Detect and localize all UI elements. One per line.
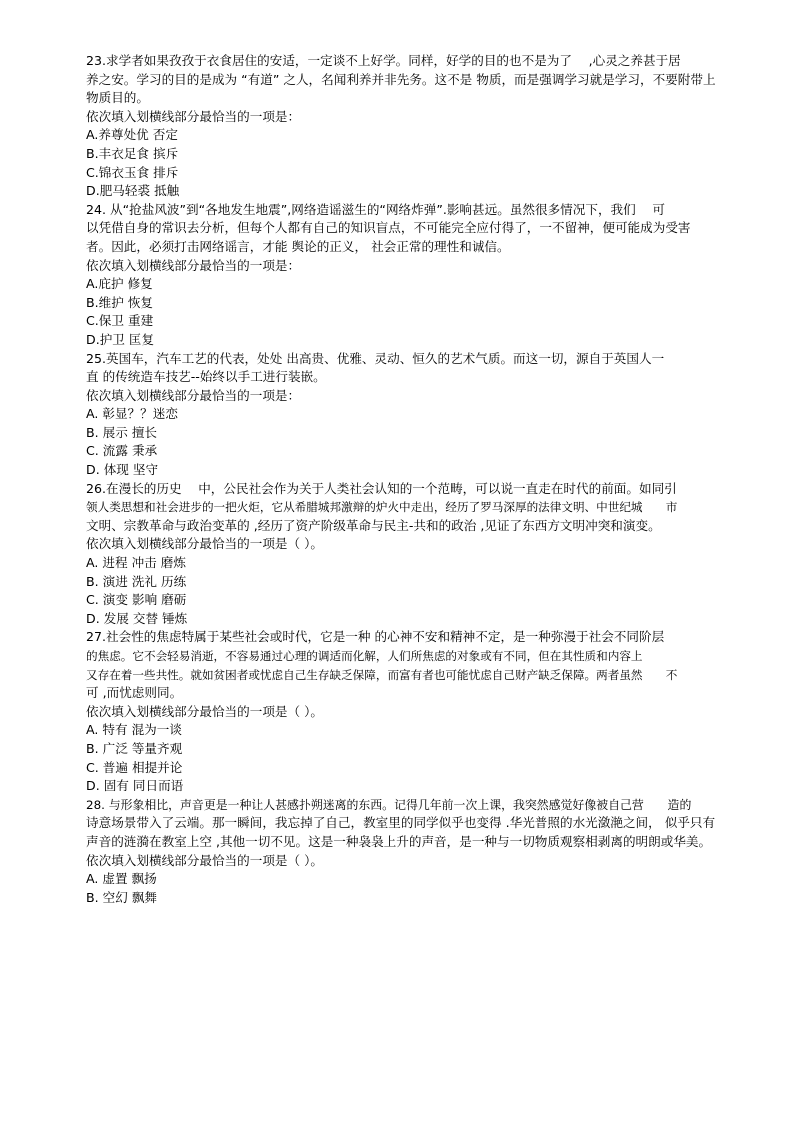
question-27	[86, 628, 738, 795]
option-a: A. 特有 混为一谈	[86, 722, 182, 738]
option-a: A. 彰显？？迷恋	[86, 406, 178, 422]
option-b: B. 演进 洗礼 历练	[86, 573, 187, 589]
question-stem-line: 可 ,而忧虑则同。	[86, 685, 183, 701]
question-instruction: 依次填入划横线部分最恰当的一项是：	[86, 257, 301, 273]
question-stem-line: 26.在漫长的历史 中，公民社会作为关于人类社会认知的一个范畴，可以说一直走在时代的前面。如同引	[86, 480, 677, 496]
option-d: D. 固有 同日而语	[86, 778, 184, 794]
question-stem-line: 诗意场景带入了云端。那一瞬间，我忘掉了自己，教室里的同学似乎也变得 .华光普照的水光潋滟之间， 似乎只有	[86, 815, 716, 831]
question-stem-line: 23.求学者如果孜孜于衣食居住的安适，一定谈不上好学。同样，好学的目的也不是为了 ,心灵之养甚于居	[86, 53, 681, 68]
question-stem-line: 25.英国车，汽车工艺的代表，处处 出高贵、优雅、灵动、恒久的艺术气质。而这一切，源自于英国人一	[86, 350, 665, 366]
option-a: A. 进程 冲击 磨炼	[86, 555, 186, 571]
question-stem-line: 领人类思想和社会进步的一把火炬，它从希腊城邦激辩的炉火中走出，经历了罗马深厚的法律文明、中世纪城 市	[86, 500, 678, 515]
document-page	[86, 52, 738, 907]
option-d: D. 体现 坚守	[86, 462, 159, 478]
question-instruction: 依次填入划横线部分最恰当的一项是：	[86, 387, 301, 403]
question-instruction: 依次填入划横线部分最恰当的一项是（ ）。	[86, 536, 323, 552]
question-23	[86, 52, 738, 201]
option-d: D.护卫 匡复	[86, 331, 155, 347]
option-c: C.保卫 重建	[86, 313, 154, 329]
question-stem-line: 24. 从“抢盐风波”到“各地发生地震”,网络造谣滋生的“网络炸弹”.影响甚远。虽然很多情况下，我们 可	[86, 201, 665, 217]
question-stem-line: 文明、宗教革命与政治变革的 ,经历了资产阶级革命与民主-共和的政治 ,见证了东西方文明冲突和演变。	[86, 517, 661, 533]
question-stem-line: 27.社会性的焦虑特属于某些社会或时代，它是一种 的心神不安和精神不定，是一种弥漫于社会不同阶层	[86, 629, 665, 645]
question-24	[86, 201, 738, 350]
option-c: C. 普遍 相提并论	[86, 759, 183, 775]
question-stem-line: 28. 与形象相比，声音更是一种让人甚感扑朔迷离的东西。记得几年前一次上课，我突然感觉好像被自己营 造的	[86, 797, 692, 812]
option-b: B.丰衣足食 摈斥	[86, 145, 179, 161]
question-stem-line: 物质目的。	[86, 90, 149, 106]
option-d: D. 发展 交替 锤炼	[86, 610, 188, 626]
question-stem-line: 养之安。学习的目的是成为 “有道” 之人，名闻利养并非先务。这不是 物质，而是强调学习就是学习，不要附带上	[86, 71, 716, 87]
option-a: A. 虚置 飘扬	[86, 871, 157, 887]
question-stem-line: 者。因此，必须打击网络谣言，才能 舆论的正义， 社会正常的理性和诚信。	[86, 238, 510, 254]
question-stem-line: 直 的传统造车技艺--始终以手工进行装嵌。	[86, 369, 326, 385]
option-d: D.肥马轻裘 抵触	[86, 183, 180, 199]
option-c: C. 演变 影响 磨砺	[86, 592, 187, 608]
option-b: B. 展示 擅长	[86, 424, 158, 440]
question-stem-line: 又存在着一些共性。就如贫困者或忧虑自己生存缺乏保障，而富有者也可能忧虑自己财产缺乏保障。两者虽然 不	[86, 667, 678, 682]
option-b: B. 广泛 等量齐观	[86, 740, 183, 756]
question-instruction: 依次填入划横线部分最恰当的一项是（ ）。	[86, 703, 323, 719]
question-instruction: 依次填入划横线部分最恰当的一项是：	[86, 108, 301, 124]
question-25	[86, 350, 738, 480]
question-stem-line: 的焦虑。它不会轻易消逝，不容易通过心理的调适而化解，人们所焦虑的对象或有不同，但在其性质和内容上	[86, 649, 643, 663]
question-stem-line: 以凭借自身的常识去分析，但每个人都有自己的知识盲点，不可能完全应付得了，一不留神，便可能成为受害	[86, 220, 691, 236]
option-c: C. 流露 秉承	[86, 443, 158, 459]
option-b: B.维护 恢复	[86, 294, 154, 310]
option-a: A.养尊处优 否定	[86, 127, 178, 143]
question-26	[86, 480, 738, 629]
option-a: A.庇护 修复	[86, 276, 153, 292]
question-stem-line: 声音的涟漪在教室上空 ,其他一切不见。这是一种袅袅上升的声音，是一种与一切物质观察相剥离的明朗或华美。	[86, 833, 712, 849]
question-28	[86, 796, 738, 908]
question-instruction: 依次填入划横线部分最恰当的一项是（ ）。	[86, 852, 323, 868]
option-b: B. 空幻 飘舞	[86, 889, 158, 905]
option-c: C.锦衣玉食 排斥	[86, 164, 179, 180]
